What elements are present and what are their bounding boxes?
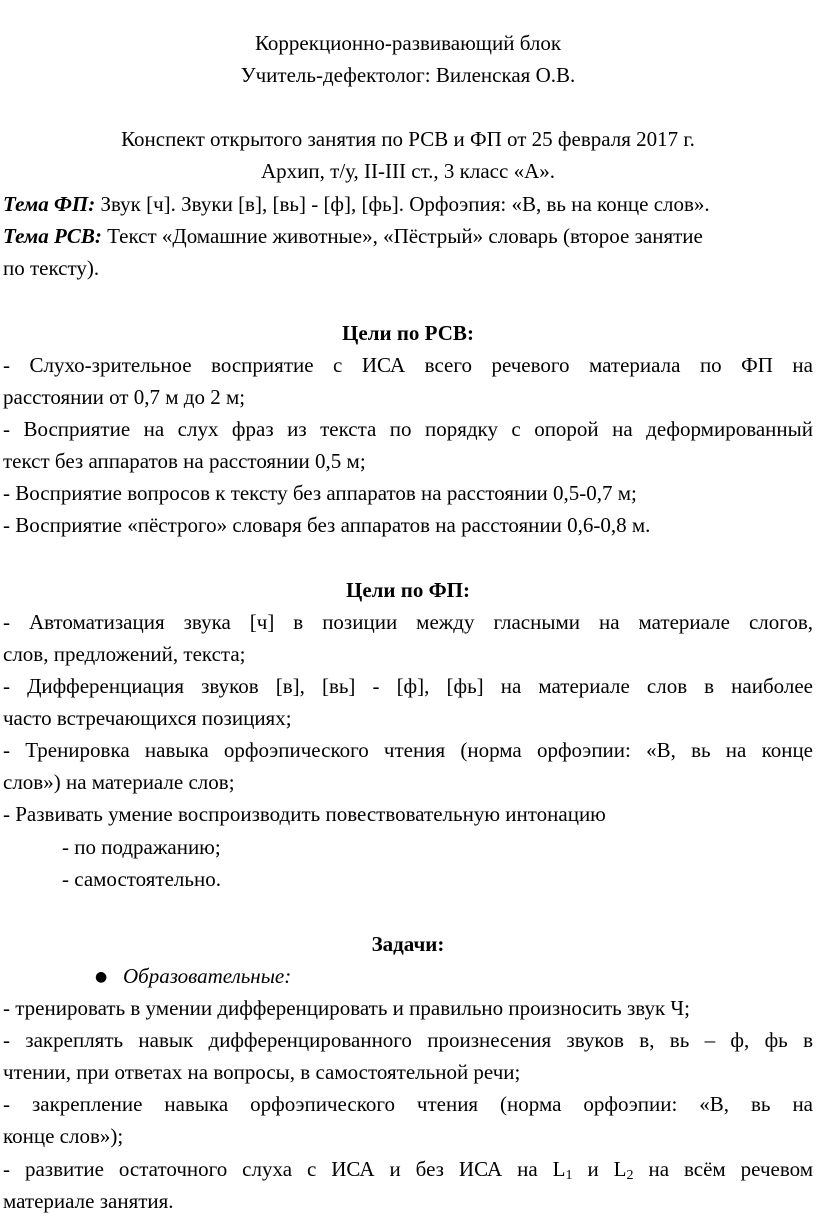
goals-rsv-line: - Восприятие «пёстрого» словаря без аппаратов на расстоянии 0,6-0,8 м. (3, 513, 651, 537)
topic-fp (3, 192, 813, 216)
goals-fp-line: - Дифференциация звуков [в], [вь] - [ф], [фь] на материале слов в наиболее (3, 674, 813, 698)
topic-rsv-label: Тема РСВ: (3, 224, 102, 248)
tasks-line-part: на всём речевом (633, 1157, 813, 1181)
topic-rsv-cont: по тексту). (3, 256, 100, 280)
header-block: Коррекционно-развивающий блок (254, 31, 562, 55)
bullet-icon: ● (95, 969, 108, 985)
tasks-heading: Задачи: (371, 932, 445, 956)
topic-fp-label: Тема ФП: (3, 192, 96, 216)
lesson-title: Конспект открытого занятия по РСВ и ФП от 25 февраля 2017 г. (121, 127, 695, 151)
tasks-line-hearing (3, 1157, 813, 1181)
topic-rsv-text: Текст «Домашние животные», «Пёстрый» словарь (второе занятие (101, 224, 703, 248)
goals-rsv-line: расстоянии от 0,7 м до 2 м; (3, 385, 246, 409)
goals-fp-subline: - самостоятельно. (62, 867, 221, 891)
goals-fp-line: - Развивать умение воспроизводить повествовательную интонацию (3, 802, 606, 826)
goals-fp-line: - Тренировка навыка орфоэпического чтения (норма орфоэпии: «В, вь на конце (3, 738, 813, 762)
lesson-student: Архип, т/у, II-III ст., 3 класс «А». (261, 159, 555, 183)
goals-fp-line: слов, предложений, текста; (3, 642, 246, 666)
goals-fp-line: слов») на материале слов; (3, 770, 235, 794)
topic-rsv (3, 224, 813, 248)
tasks-line: - закрепление навыка орфоэпического чтения (норма орфоэпии: «В, вь на (3, 1092, 813, 1116)
goals-rsv-line: - Слухо-зрительное восприятие с ИСА всего речевого материала по ФП на (3, 353, 813, 377)
goals-fp-line: - Автоматизация звука [ч] в позиции между гласными на материале слогов, (3, 610, 813, 634)
tasks-line: конце слов»); (3, 1124, 124, 1148)
tasks-category-label: Образовательные: (123, 964, 292, 988)
goals-rsv-line: текст без аппаратов на расстоянии 0,5 м; (3, 449, 366, 473)
tasks-line-part: - развитие остаточного слуха с ИСА и без ИСА на L (3, 1157, 566, 1181)
tasks-line: - тренировать в умении дифференцировать и правильно произносить звук Ч; (3, 996, 690, 1020)
goals-fp-subline: - по подражанию; (62, 835, 221, 859)
topic-fp-text: Звук [ч]. Звуки [в], [вь] - [ф], [фь]. Орфоэпия: «В, вь на конце слов». (95, 192, 710, 216)
goals-rsv-line: - Восприятие вопросов к тексту без аппаратов на расстоянии 0,5-0,7 м; (3, 481, 637, 505)
goals-fp-line: часто встречающихся позициях; (3, 706, 292, 730)
goals-fp-heading: Цели по ФП: (345, 578, 470, 602)
tasks-line: материале занятия. (3, 1189, 174, 1213)
goals-rsv-heading: Цели по РСВ: (342, 321, 474, 345)
subscript: 2 (626, 1168, 634, 1183)
tasks-line: чтении, при ответах на вопросы, в самостоятельной речи; (3, 1060, 521, 1084)
subscript: 1 (565, 1168, 573, 1183)
header-teacher: Учитель-дефектолог: Виленская О.В. (240, 63, 576, 87)
tasks-line: - закреплять навык дифференцированного произнесения звуков в, вь – ф, фь в (3, 1028, 813, 1052)
tasks-line-part: и L (572, 1157, 627, 1181)
tasks-category (95, 964, 695, 989)
goals-rsv-line: - Восприятие на слух фраз из текста по порядку с опорой на деформированный (3, 417, 813, 441)
